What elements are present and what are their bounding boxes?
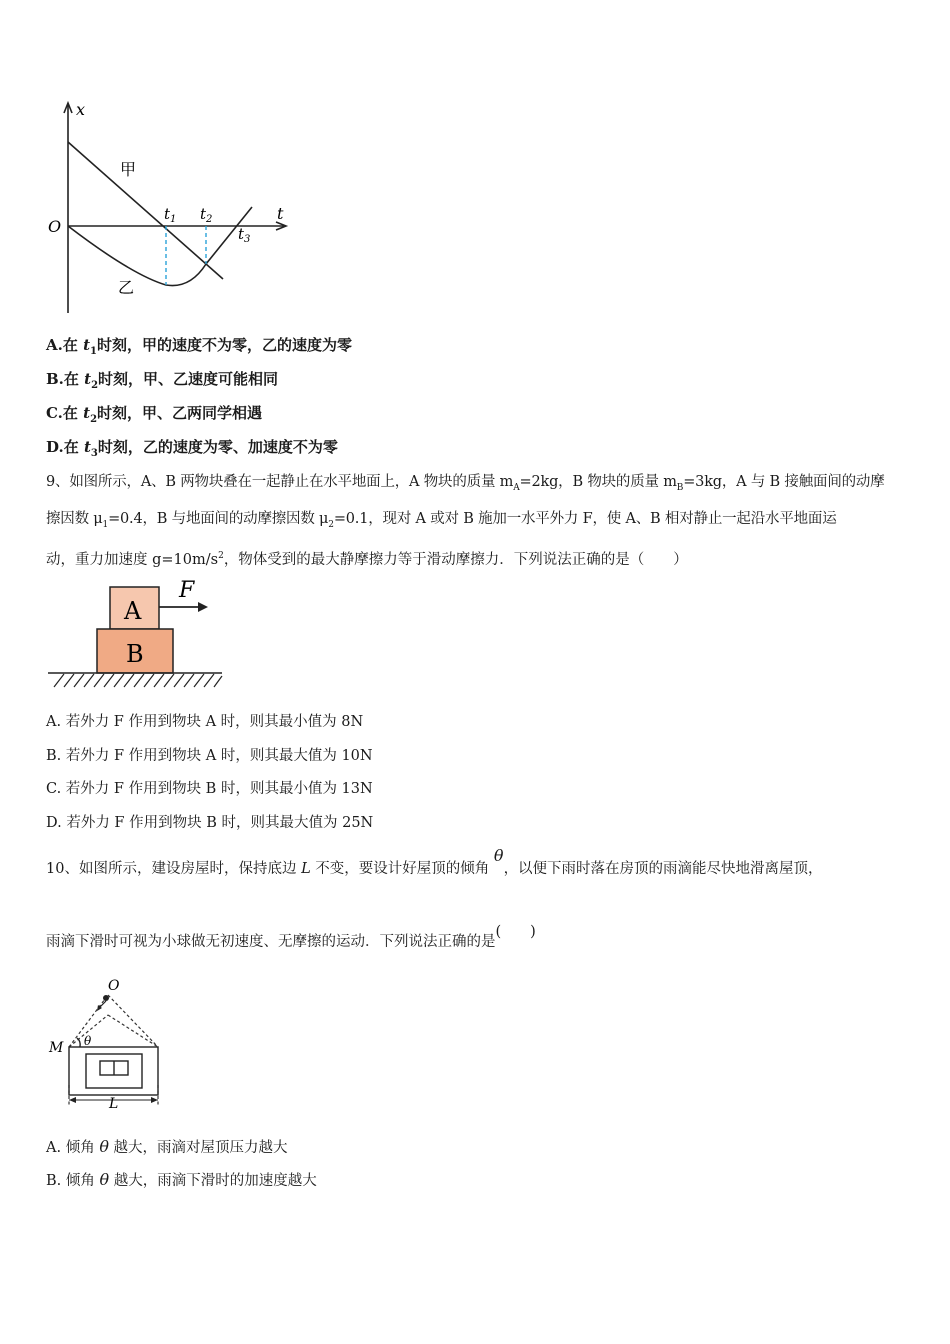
- q8-option-b: B.在 $t_2$时刻，甲、乙速度可能相同: [46, 370, 279, 391]
- yi-curve: [68, 207, 252, 286]
- q9-stem-line-2: 擦因数 $\mu_1=0.4$，B 与地面间的动摩擦因数 $\mu_2=0.1$，现对 A 或对 B 施加一水平外力 F，使 A、B 相对静止一起沿水平地面运: [46, 511, 837, 530]
- point-m-label: M: [49, 1040, 64, 1056]
- q9-stem-line-1: 9、如图所示，A、B 两物块叠在一起静止在水平地面上，A 物块的质量 $m_A=2kg$，B 物块的质量 $m_B=3kg$，A 与 B 接触面间的动摩: [46, 474, 885, 493]
- q9-option-c: C. 若外力 F 作用到物块 B 时，则其最小值为 13N: [46, 781, 373, 797]
- yi-label: 乙: [118, 278, 135, 297]
- roof-right-dashed: [108, 995, 158, 1047]
- xt-graph-figure: [40, 95, 300, 320]
- roof-right-lower: [108, 1015, 158, 1047]
- x-axis-label: x: [76, 100, 86, 119]
- blocks-figure: [44, 575, 229, 690]
- house-figure: [44, 975, 174, 1110]
- q9-stem-line-3: 动，重力加速度 $g=10m/s^2$，物体受到的最大静摩擦力等于滑动摩擦力．下列说法正确的是（ ）: [46, 551, 688, 568]
- t3-label: $t_3$: [238, 225, 251, 245]
- q10-stem-line-1: 10、如图所示，建设房屋时，保持底边 L 不变，要设计好屋顶的倾角 θ，以便下雨时落在房顶的雨滴能尽快地滑离屋顶，: [46, 846, 823, 877]
- theta-label: θ: [84, 1034, 92, 1048]
- q9-option-d: D. 若外力 F 作用到物块 B 时，则其最大值为 25N: [46, 815, 374, 831]
- q9-option-b: B. 若外力 F 作用到物块 A 时，则其最大值为 10N: [46, 748, 373, 764]
- q8-option-c: C.在 $t_2$时刻，甲、乙两同学相遇: [46, 404, 263, 425]
- t-axis-label: t: [277, 204, 284, 223]
- force-arrowhead: [198, 602, 208, 612]
- t1-label: $t_1$: [164, 205, 177, 225]
- force-label: F: [179, 578, 195, 603]
- raindrop-dot: [103, 995, 109, 1001]
- origin-label: O: [48, 217, 62, 236]
- q8-option-d: D.在 $t_3$时刻，乙的速度为零、加速度不为零: [46, 438, 338, 459]
- length-l-label: L: [109, 1096, 119, 1110]
- q8-option-a: A.在 $t_1$时刻，甲的速度不为零，乙的速度为零: [46, 336, 353, 357]
- q9-option-a: A. 若外力 F 作用到物块 A 时，则其最小值为 8N: [46, 714, 364, 730]
- q10-option-a: A. 倾角 θ 越大，雨滴对屋顶压力越大: [46, 1137, 288, 1156]
- block-b-label: B: [126, 640, 144, 668]
- t2-label: $t_2$: [200, 205, 213, 225]
- jia-label: 甲: [120, 160, 137, 179]
- block-a-label: A: [124, 597, 142, 625]
- q10-stem-line-2: 雨滴下滑时可视为小球做无初速度、无摩擦的运动．下列说法正确的是( ): [46, 924, 536, 950]
- q10-option-b: B. 倾角 θ 越大，雨滴下滑时的加速度越大: [46, 1170, 317, 1189]
- ground-hatch: [54, 674, 222, 687]
- point-o-label: O: [108, 978, 120, 994]
